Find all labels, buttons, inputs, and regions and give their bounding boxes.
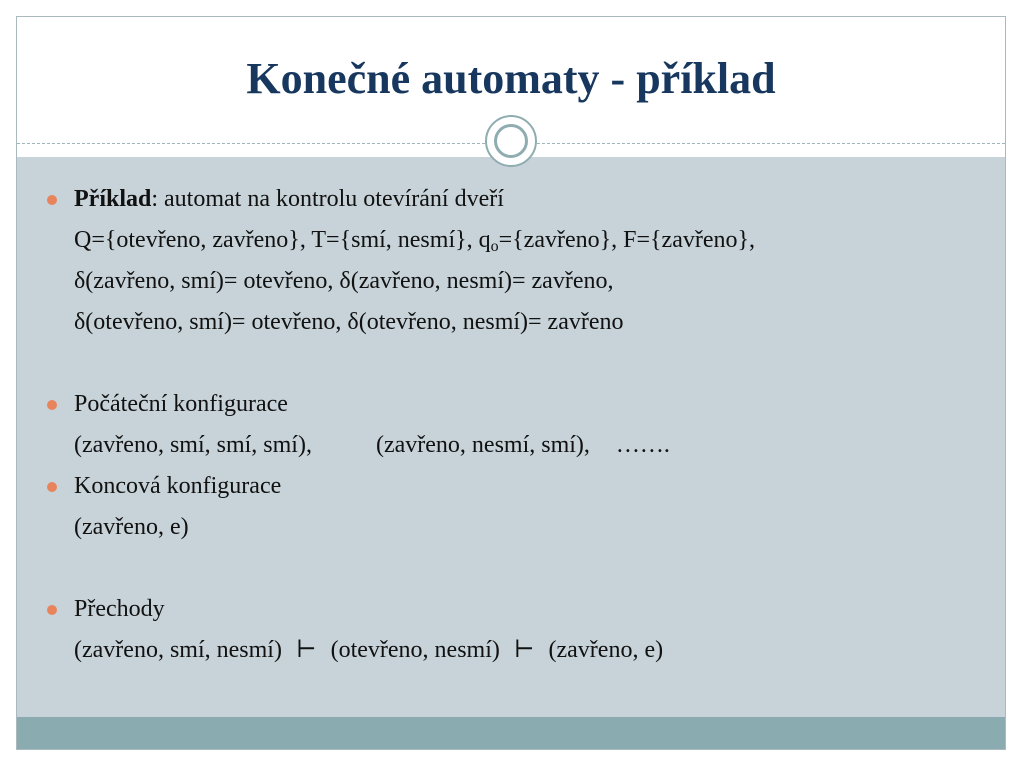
slide-title: Konečné automaty - příklad bbox=[246, 54, 776, 103]
slide-content bbox=[17, 157, 1005, 717]
bullet-dot-icon bbox=[47, 482, 57, 492]
turnstile-icon: ⊢ bbox=[513, 637, 535, 663]
final-config-example: (zavřeno, e) bbox=[74, 514, 189, 540]
turnstile-icon: ⊢ bbox=[295, 637, 317, 663]
bullet-example bbox=[74, 179, 504, 220]
bullet-transitions: Přechody bbox=[74, 596, 165, 622]
initial-config-examples: (zavřeno, smí, smí, smí), (zavřeno, nesmí, smí), ……. bbox=[74, 432, 670, 458]
transitions-example: (zavřeno, smí, nesmí) ⊢ (otevřeno, nesmí) ⊢ (zavřeno, e) bbox=[74, 637, 664, 663]
example-description: : automat na kontrolu otevírání dveří bbox=[151, 186, 504, 212]
definition-line: Q={otevřeno, zavřeno}, T={smí, nesmí}, $q_o=\{zavřeno\}$, F={zavřeno}, bbox=[74, 227, 756, 255]
example-label: Příklad bbox=[74, 186, 152, 212]
q-subscript: o bbox=[490, 238, 499, 255]
slide-footer-band bbox=[17, 717, 1005, 750]
bullet-final-config: Koncová konfigurace bbox=[74, 473, 282, 499]
circle-ornament-icon bbox=[485, 115, 537, 167]
bullet-dot-icon bbox=[47, 400, 57, 410]
bullet-dot-icon bbox=[47, 195, 57, 205]
transition-function-line-1: δ(zavřeno, smí)= otevřeno, δ(zavřeno, nesmí)= zavřeno, bbox=[74, 268, 614, 294]
slide bbox=[16, 16, 1006, 750]
transition-function-line-2: δ(otevřeno, smí)= otevřeno, δ(otevřeno, nesmí)= zavřeno bbox=[74, 309, 624, 335]
bullet-initial-config: Počáteční konfigurace bbox=[74, 391, 288, 417]
bullet-dot-icon bbox=[47, 605, 57, 615]
